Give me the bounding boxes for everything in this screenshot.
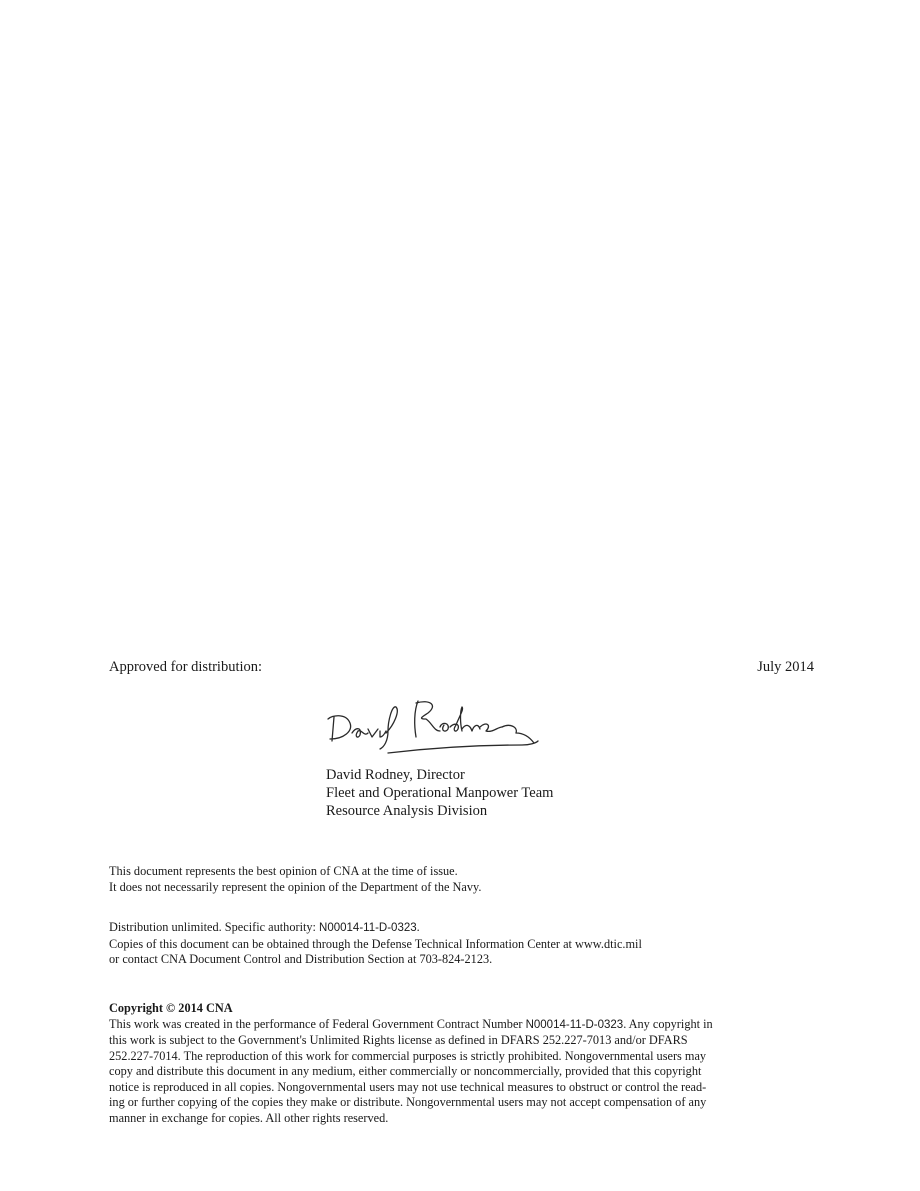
director-name-title: David Rodney, Director: [326, 767, 465, 783]
copyright-line-1-suffix: . Any copyright in: [623, 1016, 713, 1031]
distribution-authority-suffix: .: [416, 920, 420, 934]
copyright-body: [109, 1017, 814, 1127]
distribution-contract-number: N00014-11-D-0323: [319, 922, 417, 934]
copyright-line-7: manner in exchange for copies. All other rights reserved.: [109, 1110, 389, 1125]
approval-row: [109, 659, 814, 679]
distribution-line-2: Copies of this document can be obtained through the Defense Technical Information Center at www.dtic.mil: [109, 936, 642, 951]
copyright-line-2: this work is subject to the Government's Unlimited Rights license as defined in DFARS 252.227-7013 and/or DFARS: [109, 1033, 688, 1047]
copyright-line-3: 252.227-7014. The reproduction of this work for commercial purposes is strictly prohibited. Nongovernmental users may: [109, 1048, 707, 1063]
copyright-contract-number: N00014-11-D-0323: [525, 1018, 624, 1031]
director-division: Resource Analysis Division: [326, 803, 488, 819]
copyright-line-4: copy and distribute this document in any medium, either commercially or noncommercially, provided that this copyright: [109, 1064, 702, 1078]
director-team: Fleet and Operational Manpower Team: [326, 785, 554, 801]
distribution-block: [109, 920, 642, 968]
distribution-line-3: or contact CNA Document Control and Distribution Section at 703-824-2123.: [109, 952, 493, 966]
copyright-line-1: [109, 1017, 814, 1034]
approval-date: July 2014: [757, 659, 814, 675]
approval-label: Approved for distribution:: [109, 659, 263, 675]
distribution-authority-prefix: Distribution unlimited. Specific authority:: [109, 920, 320, 934]
disclaimer-block: [109, 864, 481, 895]
disclaimer-line-2: It does not necessarily represent the opinion of the Department of the Navy.: [109, 879, 482, 894]
copyright-block: [109, 1001, 814, 1126]
copyright-line-5: notice is reproduced in all copies. Nongovernmental users may not use technical measures to obstruct or control the read-: [109, 1079, 707, 1094]
director-block: [326, 766, 553, 820]
copyright-line-6: ing or further copying of the copies they make or distribute. Nongovernmental users may not accept compensation of any: [109, 1095, 707, 1109]
signature-image: [322, 697, 544, 757]
copyright-line-1-prefix: This work was created in the performance of Federal Government Contract Number: [109, 1016, 526, 1031]
disclaimer-line-1: This document represents the best opinion of CNA at the time of issue.: [109, 864, 458, 878]
copyright-heading: Copyright © 2014 CNA: [109, 1001, 233, 1015]
distribution-line-1: [109, 920, 642, 937]
